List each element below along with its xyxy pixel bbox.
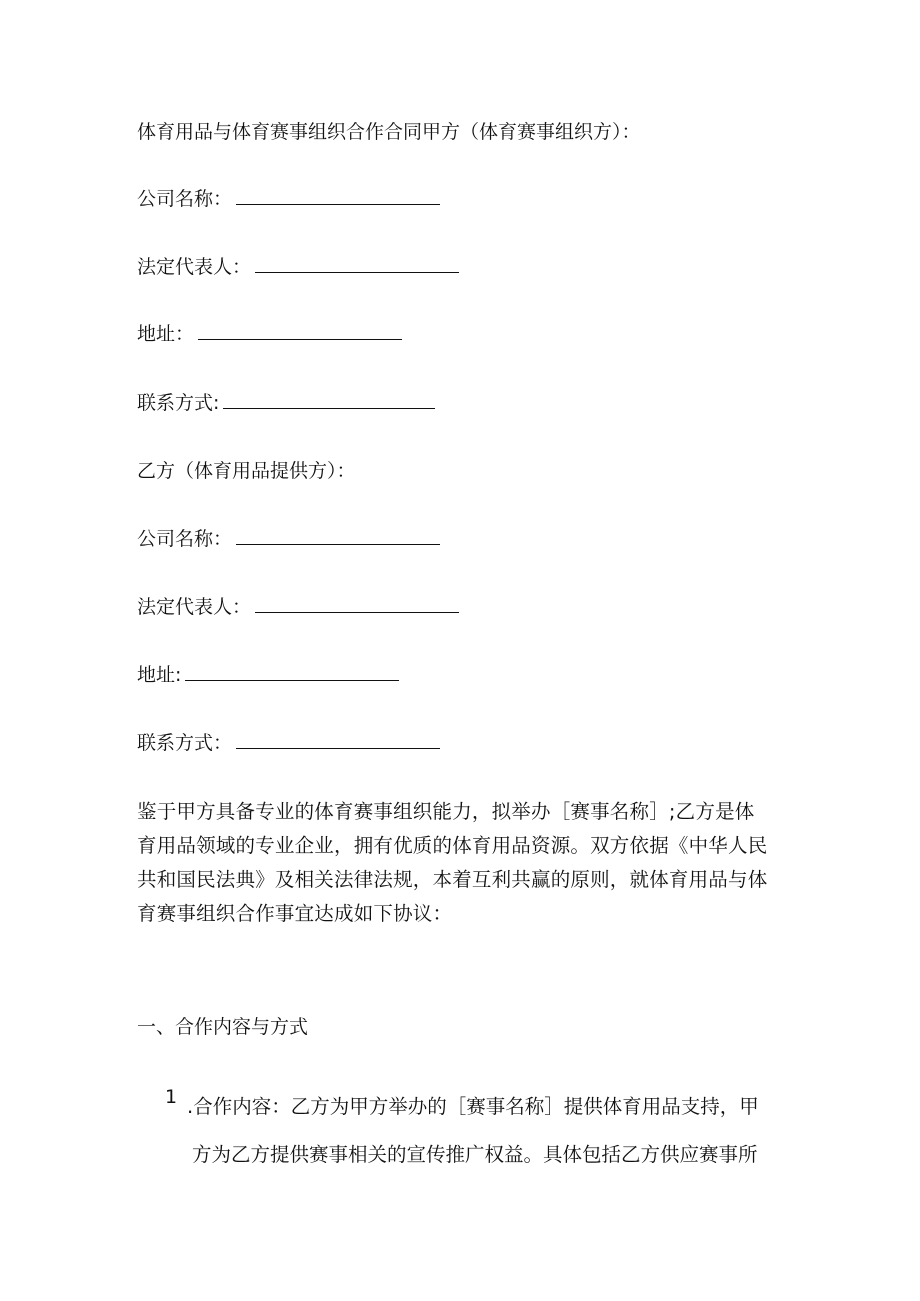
party-b-contact-label: 联系方式： [137,732,233,754]
preamble-line: 鉴于甲方具备专业的体育赛事组织能力，拟举办［赛事名称］;乙方是体 [137,800,755,823]
preamble-line: 育赛事组织合作事宜达成如下协议： [137,902,453,925]
party-a-representative-label: 法定代表人： [137,256,252,278]
party-a-contact-label: 联系方式: [137,392,220,414]
preamble-line: 共和国民法典》及相关法律法规，本着互利共赢的原则，就体育用品与体 [137,868,768,891]
party-b-representative-label: 法定代表人： [137,596,252,618]
clause-1-line: .合作内容：乙方为甲方举办的［赛事名称］提供体育用品支持，甲 [187,1095,759,1118]
party-a-representative-blank[interactable] [255,256,459,273]
clause-1-number: 1 [165,1086,178,1108]
party-b-heading: 乙方（体育用品提供方）： [137,460,356,482]
party-b-address-row [137,663,399,687]
clause-1-text [187,1083,787,1179]
party-a-address-row [137,322,402,346]
party-a-company-blank[interactable] [236,188,440,205]
party-a-representative-row [137,255,459,279]
party-a-address-blank[interactable] [198,323,402,340]
party-b-address-label: 地址: [137,664,182,686]
party-b-address-blank[interactable] [185,664,399,681]
party-a-company-row [137,187,440,211]
party-b-representative-blank[interactable] [255,596,459,613]
preamble-line: 育用品领域的专业企业，拥有优质的体育用品资源。双方依据《中华人民 [137,834,768,857]
party-b-representative-row [137,595,459,619]
party-b-contact-row [137,731,440,755]
contract-title-party-a: 体育用品与体育赛事组织合作合同甲方（体育赛事组织方）： [137,121,641,143]
party-b-company-label: 公司名称： [137,528,233,550]
party-b-contact-blank[interactable] [236,732,440,749]
party-b-company-row [137,527,440,551]
section-1-heading: 一、合作内容与方式 [137,1016,309,1038]
party-a-contact-row [137,391,435,415]
party-a-contact-blank[interactable] [223,392,435,409]
party-b-company-blank[interactable] [236,528,440,545]
party-a-address-label: 地址： [137,323,195,345]
clause-1-line: 方为乙方提供赛事相关的宣传推广权益。具体包括乙方供应赛事所 [192,1143,758,1166]
preamble-paragraph [137,795,787,931]
party-a-company-label: 公司名称： [137,188,233,210]
